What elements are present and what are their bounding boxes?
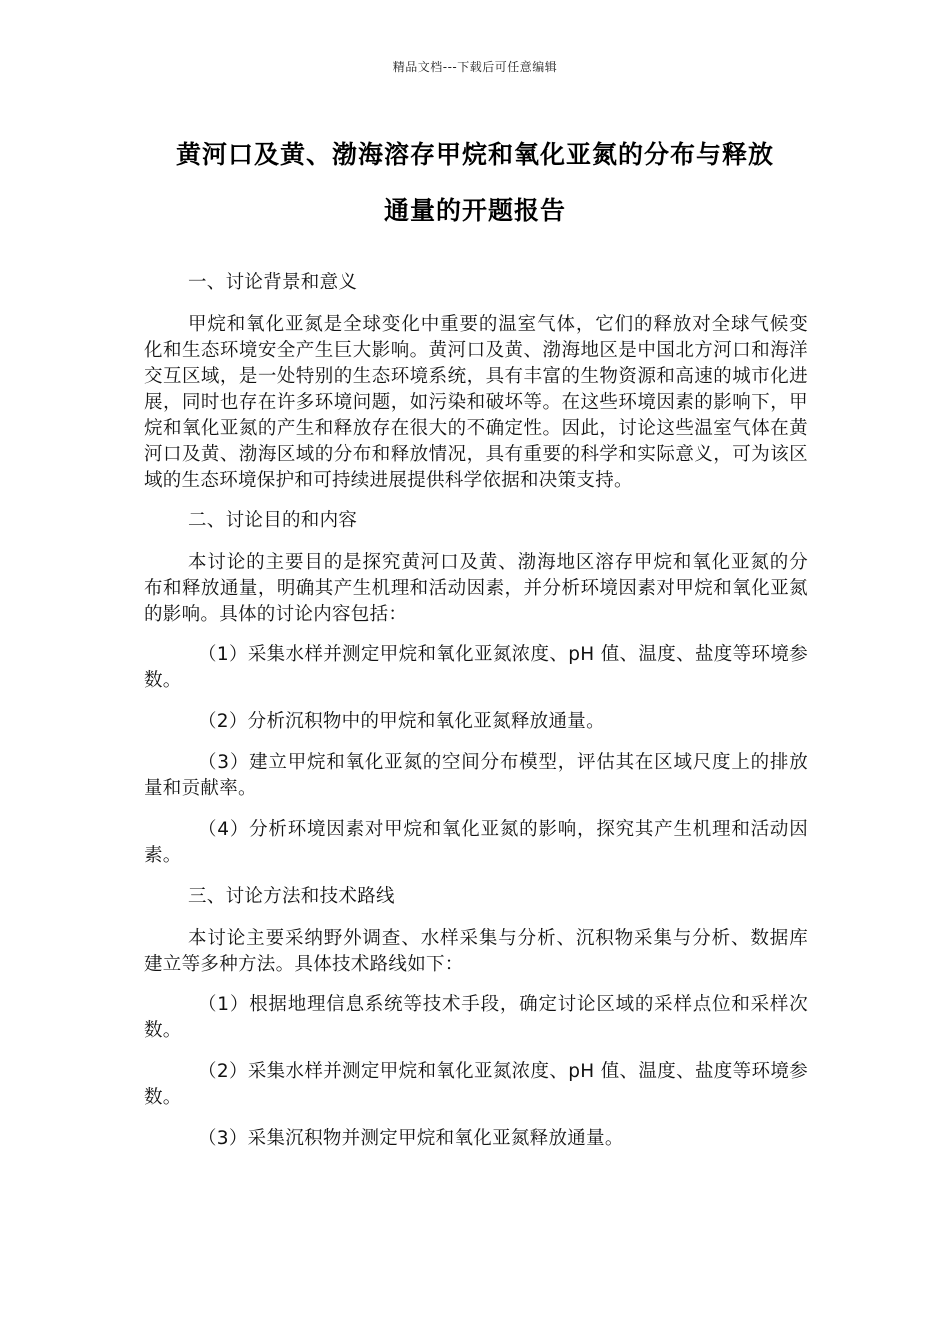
section-heading-background: 一、讨论背景和意义 bbox=[188, 272, 358, 293]
list-item: （2）采集水样并测定甲烷和氧化亚氮浓度、pH 值、温度、盐度等环境参数。 bbox=[144, 1061, 808, 1108]
document-body bbox=[144, 270, 808, 1167]
section-heading-methods: 三、讨论方法和技术路线 bbox=[188, 886, 395, 907]
list-item: （3）采集沉积物并测定甲烷和氧化亚氮释放通量。 bbox=[198, 1128, 624, 1149]
list-item: （4）分析环境因素对甲烷和氧化亚氮的影响，探究其产生机理和活动因素。 bbox=[144, 819, 808, 866]
list-item: （1）根据地理信息系统等技术手段，确定讨论区域的采样点位和采样次数。 bbox=[144, 994, 808, 1041]
header-note: 精品文档---下载后可任意编辑 bbox=[392, 60, 558, 74]
section-heading-objectives: 二、讨论目的和内容 bbox=[188, 510, 358, 531]
paragraph-methods: 本讨论主要采纳野外调查、水样采集与分析、沉积物采集与分析、数据库建立等多种方法。具体技术路线如下： bbox=[144, 928, 808, 975]
list-item: （1）采集水样并测定甲烷和氧化亚氮浓度、pH 值、温度、盐度等环境参数。 bbox=[144, 644, 808, 691]
document-title-line-1: 黄河口及黄、渤海溶存甲烷和氧化亚氮的分布与释放 bbox=[175, 140, 774, 169]
document-title-line-2: 通量的开题报告 bbox=[383, 196, 566, 225]
list-item: （3）建立甲烷和氧化亚氮的空间分布模型，评估其在区域尺度上的排放量和贡献率。 bbox=[144, 752, 808, 799]
paragraph-background: 甲烷和氧化亚氮是全球变化中重要的温室气体，它们的释放对全球气候变化和生态环境安全产生巨大影响。黄河口及黄、渤海地区是中国北方河口和海洋交互区域，是一处特别的生态环境系统，具有丰富的生物资源和高速的城市化进展，同时也存在许多环境问题，如污染和破坏等。在这些环境因素的影响下，甲烷和氧化亚氮的产生和释放存在很大的不确定性。因此，讨论这些温室气体在黄河口及黄、渤海区域的分布和释放情况，具有重要的科学和实际意义，可为该区域的生态环境保护和可持续进展提供科学依据和决策支持。 bbox=[144, 314, 808, 491]
list-item: （2）分析沉积物中的甲烷和氧化亚氮释放通量。 bbox=[198, 711, 605, 732]
paragraph-objectives: 本讨论的主要目的是探究黄河口及黄、渤海地区溶存甲烷和氧化亚氮的分布和释放通量，明确其产生机理和活动因素，并分析环境因素对甲烷和氧化亚氮的影响。具体的讨论内容包括： bbox=[144, 552, 808, 625]
